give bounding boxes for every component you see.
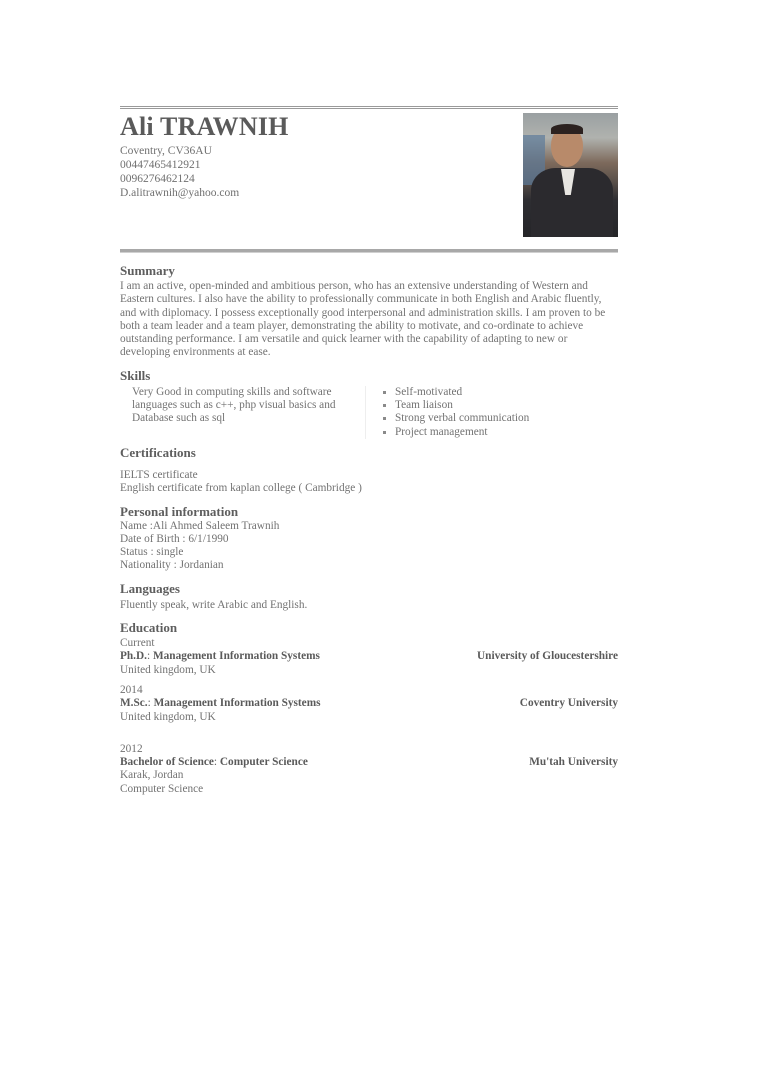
skills-section [120, 368, 618, 439]
resume-page [120, 106, 618, 796]
skill-bullet: Project management [380, 426, 529, 439]
education-location: United kingdom, UK [120, 663, 216, 676]
skills-heading: Skills [120, 367, 151, 383]
education-extra: Computer Science [120, 782, 204, 795]
skills-bullets [366, 386, 529, 439]
summary-text: I am an active, open-minded and ambitious person, who has an extensive understanding of Western and Eastern cultures. I also have the ability to professionally communicate in both English and Arabic fluently, and with diplomacy. I possess exceptionally good interpersonal and administration skills. I am proven to be both a team leader and a team player, demonstrating the ability to motivate, and co-ordinate to achieve outstanding performance. I am versatile and quick learner with the capability of adapting to new or developing environments at ease. [120, 280, 606, 359]
top-divider [120, 106, 618, 109]
skills-description: Very Good in computing skills and software languages such as c++, php visual basics and Database such as sql [120, 386, 366, 439]
candidate-name: Ali TRAWNIH [120, 112, 289, 141]
education-field: Computer Science [219, 756, 308, 769]
education-degree: M.Sc. [120, 697, 148, 710]
education-item: 2014 M.Sc.: Management Information Systems Coventry University United kingdom, UK [120, 683, 618, 723]
profile-photo [523, 113, 618, 237]
skill-bullet: Self-motivated [380, 386, 529, 399]
languages-section [120, 581, 618, 612]
personal-name: Name :Ali Ahmed Saleem Trawnih [120, 519, 280, 532]
education-degree: Ph.D. [120, 650, 147, 663]
summary-section [120, 263, 618, 360]
skills-columns [120, 386, 618, 439]
education-school: Coventry University [519, 697, 618, 710]
languages-text: Fluently speak, write Arabic and English. [120, 598, 308, 611]
resume-header [120, 113, 618, 245]
personal-status: Status : single [120, 546, 184, 559]
education-field: Management Information Systems [152, 650, 320, 663]
education-date: Current [120, 637, 155, 650]
personal-dob: Date of Birth : 6/1/1990 [120, 532, 229, 545]
skill-bullet: Team liaison [380, 399, 529, 412]
education-location: Karak, Jordan [120, 769, 184, 782]
certifications-heading: Certifications [120, 444, 196, 460]
personal-heading: Personal information [120, 503, 239, 519]
personal-nationality: Nationality : Jordanian [120, 559, 224, 572]
education-school: University of Gloucestershire [477, 650, 618, 663]
education-degree: Bachelor of Science [120, 756, 214, 769]
certifications-section [120, 445, 618, 496]
education-date: 2012 [120, 742, 143, 755]
personal-section [120, 504, 618, 573]
contact-address: Coventry, CV36AU [120, 145, 212, 157]
certification-item: English certificate from kaplan college ( Cambridge ) [120, 482, 362, 495]
education-field: Management Information Systems [153, 697, 321, 710]
skill-bullet: Strong verbal communication [380, 412, 529, 425]
contact-phone-uk: 00447465412921 [120, 159, 201, 171]
education-heading: Education [120, 620, 178, 636]
education-school: Mu'tah University [529, 756, 618, 769]
education-item: Current Ph.D.: Management Information Systems University of Gloucestershire United kingdom, UK [120, 637, 618, 676]
header-divider [120, 249, 618, 253]
certification-item: IELTS certificate [120, 468, 198, 481]
education-date: 2014 [120, 683, 143, 696]
contact-phone-jo: 0096276462124 [120, 173, 195, 185]
contact-email: D.alitrawnih@yahoo.com [120, 187, 240, 199]
education-location: United kingdom, UK [120, 710, 216, 723]
languages-heading: Languages [120, 580, 180, 596]
education-section [120, 620, 618, 796]
education-item: 2012 Bachelor of Science: Computer Science Mu'tah University Karak, Jordan Computer Science [120, 742, 618, 795]
summary-heading: Summary [120, 263, 175, 278]
